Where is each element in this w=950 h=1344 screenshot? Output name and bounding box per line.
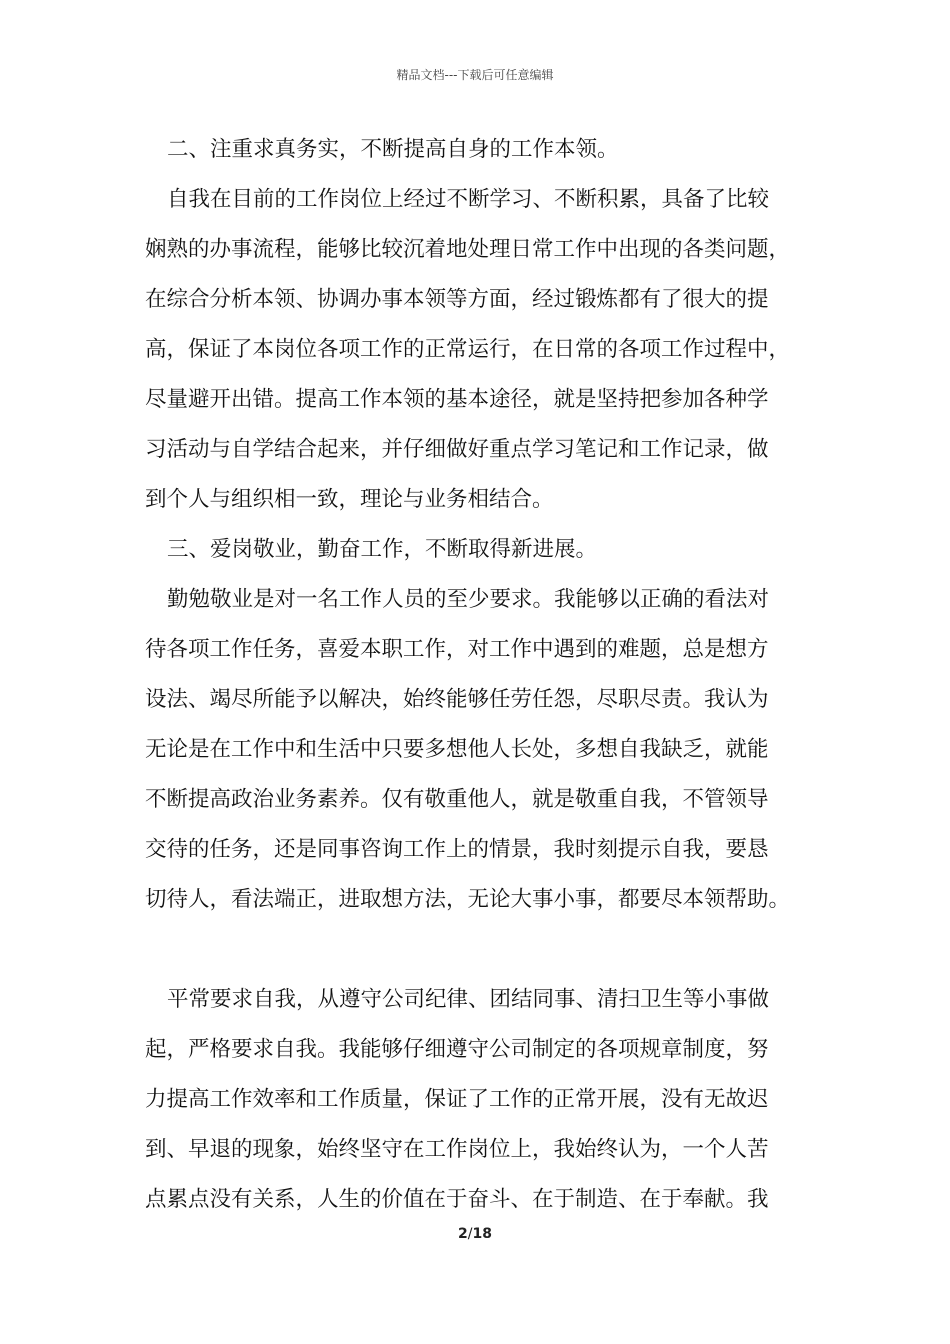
section-heading-3: 三、爱岗敬业，勤奋工作，不断取得新进展。 [167,537,598,562]
page-separator: / [467,1226,473,1242]
paragraph-line: 交待的任务，还是同事咨询工作上的情景，我时刻提示自我，要恳 [145,837,769,862]
paragraph-line: 待各项工作任务，喜爱本职工作，对工作中遇到的难题，总是想方 [145,637,769,662]
paragraph-line: 切待人，看法端正，进取想方法，无论大事小事，都要尽本领帮助。 [145,887,791,912]
paragraph-line: 勤勉敬业是对一名工作人员的至少要求。我能够以正确的看法对 [167,587,770,612]
paragraph-line: 自我在目前的工作岗位上经过不断学习、不断积累，具备了比较 [167,187,770,212]
paragraph-line: 不断提高政治业务素养。仅有敬重他人，就是敬重自我，不管领导 [145,787,769,812]
paragraph-line: 尽量避开出错。提高工作本领的基本途径，就是坚持把参加各种学 [145,387,769,412]
paragraph-line: 点累点没有关系，人生的价值在于奋斗、在于制造、在于奉献。我 [145,1187,769,1212]
page-number [0,1226,950,1242]
paragraph-gap [145,925,825,975]
paragraph-line: 习活动与自学结合起来，并仔细做好重点学习笔记和工作记录，做 [145,437,769,462]
paragraph-line: 平常要求自我，从遵守公司纪律、团结同事、清扫卫生等小事做 [167,987,770,1012]
paragraph-line: 在综合分析本领、协调办事本领等方面，经过锻炼都有了很大的提 [145,287,769,312]
paragraph-line: 娴熟的办事流程，能够比较沉着地处理日常工作中出现的各类问题， [145,237,791,262]
paragraph-line: 高，保证了本岗位各项工作的正常运行，在日常的各项工作过程中， [145,337,791,362]
page-header: 精品文档---下载后可任意编辑 [396,68,554,82]
total-pages: 18 [472,1226,492,1242]
paragraph-line: 起，严格要求自我。我能够仔细遵守公司制定的各项规章制度，努 [145,1037,769,1062]
section-heading-2: 二、注重求真务实，不断提高自身的工作本领。 [167,137,619,162]
paragraph-line: 设法、竭尽所能予以解决，始终能够任劳任怨，尽职尽责。我认为 [145,687,769,712]
paragraph-line: 无论是在工作中和生活中只要多想他人长处，多想自我缺乏，就能 [145,737,769,762]
paragraph-line: 到、早退的现象，始终坚守在工作岗位上，我始终认为，一个人苦 [145,1137,769,1162]
paragraph-line: 到个人与组织相一致，理论与业务相结合。 [145,487,554,512]
document-body [145,125,825,1225]
paragraph-line: 力提高工作效率和工作质量，保证了工作的正常开展，没有无故迟 [145,1087,769,1112]
current-page: 2 [458,1226,468,1242]
